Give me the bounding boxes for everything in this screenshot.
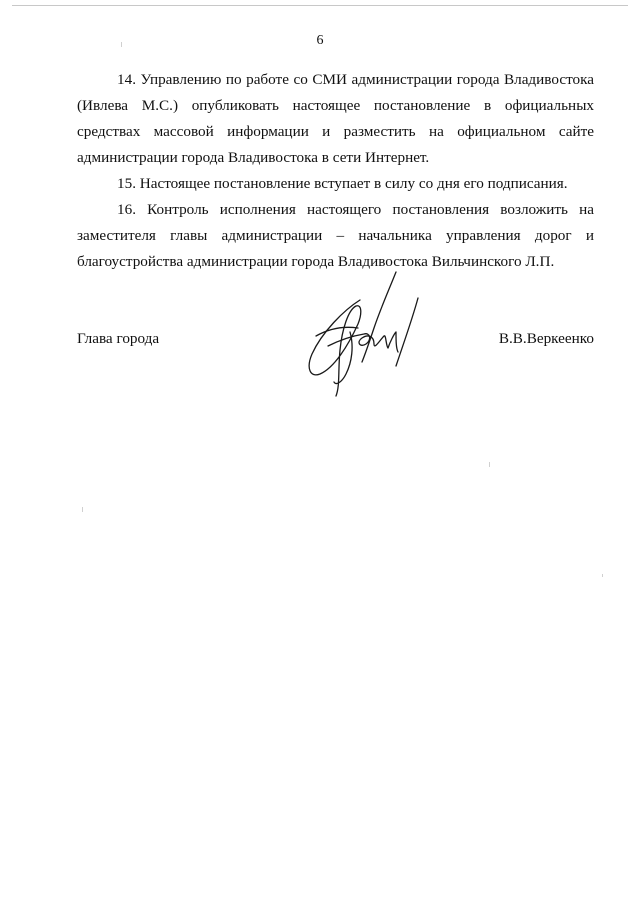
scan-speck [82, 507, 83, 512]
scan-speck [489, 462, 490, 467]
handwritten-signature [300, 270, 430, 400]
paragraph-15: 15. Настоящее постановление вступает в силу со дня его подписания. [117, 175, 568, 192]
scan-speck [602, 574, 603, 577]
top-scan-line [12, 5, 628, 6]
signatory-title: Глава города [77, 330, 160, 347]
paragraph-16: 16. Контроль исполнения настоящего постановления возложить на заместителя главы администрации – начальника управления дорог и благоустройства администрации города Владивостока Вильчинского Л.П. [77, 201, 594, 270]
paragraph-14: 14. Управлению по работе со СМИ администрации города Владивостока (Ивлева М.С.) опубликовать настоящее постановление в официальных средствах массовой информации и разместить на официальном сайте администрации города Владивостока в сети Интернет. [77, 71, 594, 166]
page-number: 6 [316, 33, 324, 48]
signatory-name: В.В.Веркеенко [498, 330, 594, 347]
scan-speck [121, 42, 122, 47]
